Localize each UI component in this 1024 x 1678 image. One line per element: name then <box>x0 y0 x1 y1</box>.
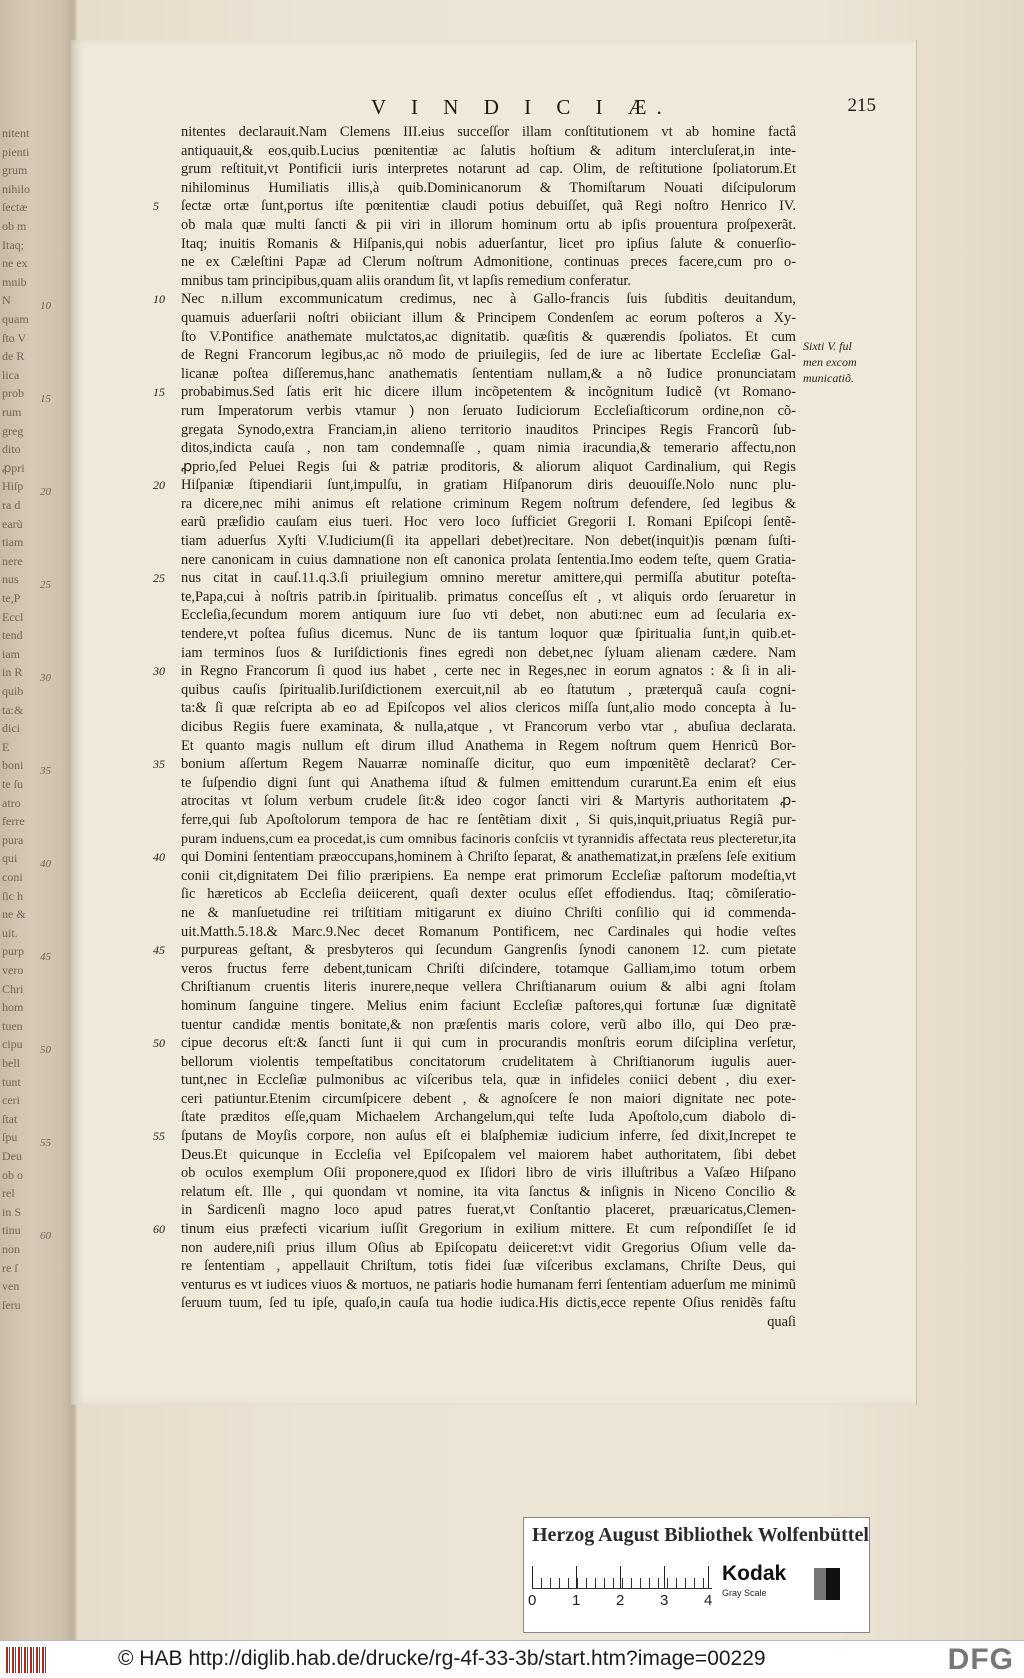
text-line-content: Chriſtianum cruentis literis inurere,neque vellera Chriſtianarum ouium & albi agni ſtolam <box>181 979 796 996</box>
text-line <box>153 1034 796 1053</box>
previous-page-fragment: tend <box>2 628 23 643</box>
scale-number: 1 <box>572 1592 581 1609</box>
previous-page-fragment: nere <box>2 553 23 568</box>
text-line <box>181 439 796 458</box>
text-line <box>181 699 796 718</box>
text-line-content: de Regni Francorum legibus,ac nõ modo de priuilegiis, ſed de iure ac libertate Eccleſiæ Gal- <box>181 347 796 364</box>
text-line <box>181 606 796 625</box>
previous-page-fragment: prob <box>2 386 24 401</box>
line-number: 35 <box>153 757 165 772</box>
scale-number: 4 <box>704 1592 713 1609</box>
text-line-content: Itaq; inuitis Romanis & Hiſpanis,qui nobis aduerſantur, licet pro ipſius ſalute & conuerſio- <box>181 235 796 252</box>
text-line <box>181 272 796 291</box>
footer-bar <box>0 1640 1024 1678</box>
previous-page-fragment: ſeru <box>2 1297 21 1312</box>
text-line-content: bonium aſſertum Regem Nauarræ nominaſſe dicitur, quo eum impœnitẽtẽ declarat? Cer- <box>181 756 796 773</box>
gray-patch <box>814 1568 826 1600</box>
previous-page-fragment: earũ <box>2 516 23 531</box>
previous-page-fragment: Itaq; <box>2 237 24 252</box>
previous-page-fragment: te,P <box>2 591 21 605</box>
text-line <box>181 235 796 254</box>
line-number: 45 <box>153 943 165 958</box>
text-line-content: veros fructus ferre debent,tunicam Chriſti diſcindere, totamque Galliam,imo totum orbem <box>181 960 796 977</box>
previous-page-fragment: coni <box>2 870 23 884</box>
ruler-major-tick <box>576 1566 577 1588</box>
text-line <box>181 1090 796 1109</box>
text-line <box>181 1257 796 1276</box>
text-line <box>181 923 796 942</box>
text-line <box>181 1294 796 1313</box>
text-line-content: tunt,nec in Eccleſiæ pulmonibus ac viſceribus tela, quæ in infideles coniici debent , diu exer- <box>181 1072 796 1089</box>
text-line-content: rum Imperatorum verbis vtamur ) non ſeruato Iudiciorum Eccleſiaſticorum ordine,non cõ- <box>181 402 796 419</box>
text-line-content: iam terminos ſuos & Iuriſdictionis fines egredi non debet,nec ſyluam alienam cædere. Nam <box>181 644 796 661</box>
text-line <box>181 1276 796 1295</box>
line-number: 5 <box>153 199 159 214</box>
text-line-content: atrocitas vt ſolum verbum crudele ſit:& ideo cogor ſancti viri & Martyris authoritatem ꝓ- <box>181 793 796 810</box>
previous-page-fragment: boni <box>2 758 24 773</box>
text-line <box>181 625 796 644</box>
previous-page-fragment: ferre <box>2 814 25 829</box>
text-line-content: tuentur candidæ mentis bonitate,& non præſentis maris colore, verũ albo illo, qui Deo præ- <box>181 1016 796 1033</box>
text-line-content: ſputans de Moyſis corpore, non auſus eſt ei blaſphemiæ iudicium inferre, ſed dixit,Increpet te <box>181 1128 796 1145</box>
previous-page-fragment: pura <box>2 832 24 847</box>
text-line <box>181 309 796 328</box>
gray-scale-label: Gray Scale <box>722 1588 767 1598</box>
previous-page-fragment: tinu <box>2 1223 21 1238</box>
text-line <box>153 290 796 309</box>
text-line-content: ſectæ ortæ ſunt,portus iſte pœnitentiæ claudi potius debuiſſet, quã Regi noſtro Henrico IV. <box>181 198 796 215</box>
previous-page-fragment: grum <box>2 163 28 178</box>
text-line-content: tiam aduerſus Xyſti V.Iudicium(ſi ita appellari debet)recitare. Non debet(inquit)is pœnam ſuſti- <box>181 533 796 550</box>
scale-number: 3 <box>660 1592 669 1609</box>
margin-note-line: Sixti V. ful <box>803 339 852 353</box>
text-line-content: mnibus tam principibus,quam aliis orandum ſit, vt lapſis remedium conferatur. <box>181 272 632 289</box>
text-line-content: Deus.Et quicunque in Eccleſia vel Epiſcopalem vel maiorem habet authoritatem, ſibi debet <box>181 1146 796 1163</box>
text-line <box>181 328 796 347</box>
text-line-content: purpureas geſtant, & presbyteros qui ſecundum Gangrenſis ſynodi canonem 12. cum pietate <box>181 942 796 959</box>
library-label <box>523 1517 870 1633</box>
text-line-content: tinum eius præfecti vicarium iuſſit Gregorium in exilium mittere. Et cum reſpondiſſet ſe id <box>181 1221 796 1238</box>
text-line <box>153 383 796 402</box>
footer-source-link[interactable]: © HAB http://diglib.hab.de/drucke/rg-4f-33-3b/start.htm?image=00229 <box>118 1647 766 1670</box>
running-head <box>171 95 876 125</box>
text-line-content: te,Papa,cui à noſtris patrib.in ſpiritualib. primatus conceſſus eſt , vt aliquis ordo ſeruaretur in <box>181 588 796 605</box>
text-line <box>181 1201 796 1220</box>
text-line-content: ra dicere,nec mihi animus eſt relatione criminum Regem noſtrum defendere, ſed legibus & <box>181 495 796 512</box>
text-line <box>181 718 796 737</box>
previous-page-line-number: 15 <box>40 393 51 405</box>
previous-page-fragment: pienti <box>2 144 30 159</box>
previous-page-fragment: ta:& <box>2 702 24 717</box>
text-line <box>181 737 796 756</box>
text-line <box>181 978 796 997</box>
text-line <box>181 681 796 700</box>
previous-page-fragment: ob o <box>2 1167 23 1182</box>
previous-page-fragment: re ſ <box>2 1260 18 1275</box>
previous-page-fragment: rum <box>2 405 22 419</box>
previous-page-line-number: 50 <box>40 1044 51 1056</box>
text-line-content: ne & manſuetudine rei triſtitiam mitigarunt ex diuino Chriſti conſilio qui id commenda- <box>181 904 796 921</box>
text-line <box>181 346 796 365</box>
text-line-content: ſtate præditos eſſe,quam Michaelem Archangelum,qui teſte Iuda Apoſtolo,cum diabolo di- <box>181 1109 796 1126</box>
previous-page-fragment: tunt <box>2 1074 21 1089</box>
previous-page-fragment: cipu <box>2 1037 23 1052</box>
scale-number: 0 <box>528 1592 537 1609</box>
previous-page-fragment: nitent <box>2 126 30 140</box>
previous-page-fragment: dito <box>2 442 21 457</box>
text-line <box>181 142 796 161</box>
margin-note <box>803 338 883 386</box>
library-name: Herzog August Bibliothek Wolfenbüttel <box>532 1524 869 1546</box>
previous-page-line-number: 60 <box>40 1230 51 1242</box>
text-line-content: ꝓprio,ſed Peluei Regis ſui & patriæ proditoris, & aliorum aliquot Cardinalium, qui Regis <box>181 458 796 475</box>
previous-page-fragment: tiam <box>2 535 24 550</box>
text-line-content: relatum eſt. Ille , qui quondam vt nomine, ita vita ſanctus & inſignis in Niceno Concilio & <box>181 1183 796 1200</box>
text-line <box>181 253 796 272</box>
text-line <box>153 476 796 495</box>
text-line <box>181 513 796 532</box>
ruler-major-tick <box>664 1566 665 1588</box>
previous-page-fragment: Eccl <box>2 609 24 624</box>
previous-page-fragment: ſto V <box>2 330 27 345</box>
text-line-content: Hiſpaniæ ſtipendiarii ſunt,impulſu, in gratiam Hiſpanorum diris deuouiſſe.Nolo nunc plu- <box>181 477 796 494</box>
black-patch <box>826 1568 840 1600</box>
text-line <box>181 1164 796 1183</box>
text-line-content: qui Domini ſententiam præoccupans,hominem à Chriſto ſeparat, & anathematizat,in præſens ſeſe exitium <box>181 849 796 866</box>
text-line-content: ferre,qui ſub Apoſtolorum tempora de hac re ſentẽtiam dixit , Si quis,inquit,priuatus Regiã pur- <box>181 811 796 828</box>
previous-page-line-number: 45 <box>40 951 51 963</box>
line-number: 50 <box>153 1036 165 1051</box>
text-line <box>181 160 796 179</box>
text-line <box>181 997 796 1016</box>
text-line <box>181 532 796 551</box>
text-line <box>153 755 796 774</box>
text-line-content: nitentes declarauit.Nam Clemens III.eius succeſſor illam conſtitutionem vt ab homine factâ <box>181 124 796 140</box>
text-line <box>181 458 796 477</box>
previous-page-fragment: iam <box>2 646 20 661</box>
previous-page-fragment: vero <box>2 963 24 977</box>
text-line-content: nere canonicam in cuius damnatione non eſt canonica prolata ſententia.Imo eodem teſte, quem Gratia- <box>181 551 796 568</box>
text-line <box>181 1313 796 1332</box>
text-line-content: antiquauit,& eos,quib.Lucius pœnitentiæ ac ſalutis hoſtium & aditum intercluſerat,in inte- <box>181 142 796 159</box>
text-line <box>153 941 796 960</box>
text-line-content: ta:& ſi quæ reſcripta ab eo ad Epiſcopos vel alios clericos miſſa ſunt,alio modo concepta à Iu- <box>181 700 796 717</box>
previous-page-fragment: nihilo <box>2 181 31 196</box>
previous-page-fragment: de R <box>2 349 25 364</box>
text-line <box>181 644 796 663</box>
text-line-content: in Sardicenſi magno loco apud patres fuerat,vt Conſtantio placeret, præuaricatus,Clemen- <box>181 1202 796 1219</box>
previous-page-fragment: ne ex <box>2 256 28 271</box>
ruler-major-tick <box>708 1566 709 1588</box>
text-line <box>153 662 796 681</box>
previous-page-fragment: ꝓpri <box>2 460 25 475</box>
text-line <box>181 1108 796 1127</box>
text-line <box>181 588 796 607</box>
previous-page-fragment: quib <box>2 684 24 698</box>
previous-page-fragment: ſpu <box>2 1130 18 1145</box>
text-line <box>181 1071 796 1090</box>
text-line <box>181 960 796 979</box>
previous-page-fragment: Deu <box>2 1149 22 1163</box>
previous-page-fragment: ven <box>2 1279 20 1294</box>
text-line-content: non audere,niſi prius illum Oſius ab Epiſcopatu deiiceret:vt vidit Gregorius Oſium velle da- <box>181 1239 796 1256</box>
kodak-gray-scale <box>722 1562 862 1618</box>
ruler-ticks <box>532 1566 712 1589</box>
text-line-content: ne ex Cæleſtini Papæ ad Clerum noſtrum Admonitione, continuas preces facere,cum pro o- <box>181 254 796 271</box>
previous-page-fragment: ob m <box>2 219 27 233</box>
text-line <box>181 421 796 440</box>
previous-page-fragment: quam <box>2 312 29 326</box>
text-line <box>153 197 796 216</box>
previous-page-line-number: 10 <box>40 300 51 312</box>
running-title: V I N D I C I Æ. <box>371 95 672 119</box>
previous-page-fragment: tuen <box>2 1018 23 1033</box>
text-line-content: in Regno Francorum ſi quod ius habet , certe nec in Reges,nec in eorum agnatos : & ſi in ali- <box>181 663 796 680</box>
text-line <box>181 1239 796 1258</box>
text-line-content: ob mala quæ multi ſancti & pii viri in illorum hominum ortu ab ipſis prouentura proſpexerãt. <box>181 216 796 233</box>
previous-page-line-number: 20 <box>40 486 51 498</box>
text-line-content: probabimus.Sed ſatis erit hic dicere illum incõpetentem & incõgnitum Iudicẽ (vt Romano- <box>181 384 796 401</box>
text-line-content: quaſi <box>767 1314 796 1330</box>
previous-page-fragment: Chri <box>2 981 24 996</box>
previous-page-fragment: greg <box>2 423 24 438</box>
previous-page-fragment: ne & <box>2 907 26 922</box>
text-line-content: ob oculos exemplum Oſii proponere,quod ex Iſidori libro de viris illuſtribus a Vaſæo Hiſpano <box>181 1165 796 1182</box>
scale-number: 2 <box>616 1592 625 1609</box>
text-line-content: puram induens,cum ea procedat,is cum omnibus facinoris conſciis vt tyrannidis affectata reus plecteretur,ita <box>181 830 796 847</box>
text-line-content: gregata Synodo,extra Franciam,in alieno territorio inauditos Principes Regis Francorũ ſub- <box>181 421 796 438</box>
previous-page-fragment: hom <box>2 1000 24 1015</box>
previous-page-fragment: ſtat <box>2 1111 18 1126</box>
previous-page-fragment: ſectæ <box>2 200 28 215</box>
previous-page-line-number: 25 <box>40 579 51 591</box>
text-line-content: te ſuſpendio digni ſunt qui Anathema iſtud & fulmen emittendum curarunt.Ea enim eſt eius <box>181 774 796 791</box>
text-line <box>153 1127 796 1146</box>
text-line-content: nihilominus Humiliatis illis,à quib.Dominicanorum & Thomiſtarum Nouati diſcipulorum <box>181 179 796 196</box>
text-line <box>181 551 796 570</box>
dfg-logo: DFG <box>947 1643 1014 1676</box>
text-line-content: hominum ſanguine tingere. Melius enim faciunt Eccleſiæ paſtores,qui fortunæ ſuæ dignitatẽ <box>181 997 796 1014</box>
line-number: 10 <box>153 292 165 307</box>
previous-page-fragment: ceri <box>2 1093 20 1108</box>
previous-page-fragment: uit. <box>2 925 18 940</box>
text-line-content: ſto V.Pontifice anathemate mulctatos,ac dignitatib. quæſitis & quærendis ſpoliatos. Et cum <box>181 328 796 345</box>
text-line-content: ſic hæreticos ab Eccleſia deiicerent, quaſi dexter oculus eſſet effodiendus. Itaq; cõmiſeratio- <box>181 886 796 903</box>
kodak-logo: Kodak <box>722 1562 787 1585</box>
previous-page-fragment: purp <box>2 944 24 959</box>
text-line-content: Et quanto magis nullum eſt dirum illud Anathema in Regem noſtrum quem Henricũ Bor- <box>181 737 796 754</box>
text-line <box>181 365 796 384</box>
text-line <box>181 123 796 142</box>
previous-page-fragment: in R <box>2 665 23 680</box>
previous-page-fragment: atro <box>2 795 21 810</box>
previous-page-line-number: 40 <box>40 858 51 870</box>
previous-page-fragment: bell <box>2 1056 20 1070</box>
text-line <box>181 1183 796 1202</box>
ruler-major-tick <box>620 1566 621 1588</box>
text-line <box>181 811 796 830</box>
text-line-content: ſeruum tuum, ſed tu ipſe, quaſo,in cauſa tua hodie iudica.His dictis,ecce repente Oſius renidẽs faſtu <box>181 1295 796 1312</box>
text-line-content: ditos,indicta cauſa , non tam condemnaſſe , quam nimia iracundia,& temerario affectu,non <box>181 440 796 457</box>
text-line <box>181 216 796 235</box>
text-line-content: Eccleſia,ſecundum morem antiquum iure ſuo vti debet, non abuti:nec eum ad ſecularia ex- <box>181 607 796 624</box>
text-line-content: grum reſtituit,vt Pontificii iuris interpretes notarunt ad cap. Olim, de reſtitutione ſpoliatorum.Et <box>181 161 796 178</box>
text-line <box>181 402 796 421</box>
text-line <box>181 774 796 793</box>
previous-page-fragment: lica <box>2 367 20 382</box>
scale-ruler <box>528 1558 713 1618</box>
previous-page-line-number: 55 <box>40 1137 51 1149</box>
text-line-content: dicibus Regiis fuere examinata, & nulla,atque , vt Francorum verbo vtar , abuſiua declarata. <box>181 719 796 735</box>
line-number: 25 <box>153 571 165 586</box>
previous-page-fragment: non <box>2 1242 20 1256</box>
text-line-content: nus citat in cauſ.11.q.3.ſi priuilegium omnino meretur amittere,qui permiſſa abutitur poteſta- <box>181 570 796 587</box>
line-number: 30 <box>153 664 165 679</box>
previous-page-line-number: 35 <box>40 765 51 777</box>
text-line-content: venturus es vt iudices viuos & mortuos, ne patiaris hodie humanam ferri ſententiam aduerſum me minimũ <box>181 1276 796 1293</box>
previous-page-fragment: N <box>2 293 11 308</box>
line-number: 15 <box>153 385 165 400</box>
text-line <box>153 848 796 867</box>
text-line-content: quibus cauſis ſpiritualib.Iuriſdictionem exercuit,nil ab eo ſtatutum , præterquã cauſa cogni- <box>181 681 796 698</box>
previous-page-fragment: dici <box>2 721 20 736</box>
previous-page-fragment: Hiſp <box>2 479 24 494</box>
text-line <box>153 1220 796 1239</box>
text-line <box>181 830 796 849</box>
text-line-content: licanæ poſtea diſſeremus,hanc anathematis ſententiam nullam,& a nõ Iudice pronunciatam <box>181 365 796 382</box>
page-number: 215 <box>847 95 876 116</box>
previous-page-fragment: te ſu <box>2 777 23 791</box>
book-page <box>71 40 917 1405</box>
line-number: 40 <box>153 850 165 865</box>
ruler-major-tick <box>532 1566 533 1588</box>
line-number: 55 <box>153 1129 165 1144</box>
hab-logo-icon <box>6 1647 46 1673</box>
margin-note-line: municatiõ. <box>803 371 854 385</box>
text-line <box>181 1016 796 1035</box>
text-line <box>181 792 796 811</box>
previous-page-line-number: 30 <box>40 672 51 684</box>
text-line-content: conii cit,dignitatem Dei filio præripiens. Ea nempe erat primorum Eccleſiæ paſtorum modeſtia,vt <box>181 867 796 884</box>
main-text <box>153 123 796 1332</box>
text-line-content: re ſententiam , appellauit Chriſtum, totis fidei ſuæ viſceribus exclamans, Chriſte Deus, qui <box>181 1258 796 1275</box>
previous-page-edge <box>0 0 70 1400</box>
previous-page-fragment: nus <box>2 572 19 587</box>
text-line <box>181 1146 796 1165</box>
text-line-content: earũ præſidio cauſam eius tueri. Hoc vero loco ſufficiet Gregorii I. Romani Epiſcopi ſentẽ- <box>181 514 796 531</box>
text-line <box>181 885 796 904</box>
text-line <box>153 569 796 588</box>
text-line <box>181 495 796 514</box>
text-line-content: Nec n.illum excommunicatum credimus, nec à Gallo-francis ſuis ſubditis deuitandum, <box>181 291 796 308</box>
text-line-content: bellorum violentis tempeſtatibus concitatorum crudelitatem à Chriſtianorum iugulis auer- <box>181 1053 796 1070</box>
previous-page-fragment: in S <box>2 1204 22 1219</box>
previous-page-fragment: rel <box>2 1186 15 1201</box>
previous-page-fragment: E <box>2 739 10 754</box>
text-line-content: quamuis aduerſarii noſtri obiiciant illum & Principem Condenſem ac eorum poſteros a Xy- <box>181 309 796 326</box>
margin-note-line: men excom <box>803 355 857 369</box>
text-line-content: tendere,vt poſtea fuſius dicemus. Nunc de iis tantum loquor quæ ſpiritualia ſunt,in quib.et- <box>181 626 796 643</box>
line-number: 20 <box>153 478 165 493</box>
previous-page-fragment: ſic h <box>2 888 23 903</box>
previous-page-fragment: mnib <box>2 274 27 289</box>
text-line-content: cipue decorus eſt:& ſancti ſunt ii qui cum in procurandis monſtris eorum diſciplina verſetur, <box>181 1035 796 1052</box>
previous-page-fragment: ra d <box>2 498 21 512</box>
text-line <box>181 867 796 886</box>
text-line <box>181 904 796 923</box>
text-line <box>181 179 796 198</box>
text-line <box>181 1053 796 1072</box>
text-line-content: ceri patiuntur.Etenim circumſpicere debent , & agnoſcere ſe non maiori dignitate nec pote- <box>181 1090 796 1107</box>
line-number: 60 <box>153 1222 165 1237</box>
previous-page-fragment: qui <box>2 851 18 866</box>
text-line-content: uit.Matth.5.18.& Marc.9.Nec decet Romanum Pontificem, nec Cardinales qui hodie veſtes <box>181 923 796 940</box>
